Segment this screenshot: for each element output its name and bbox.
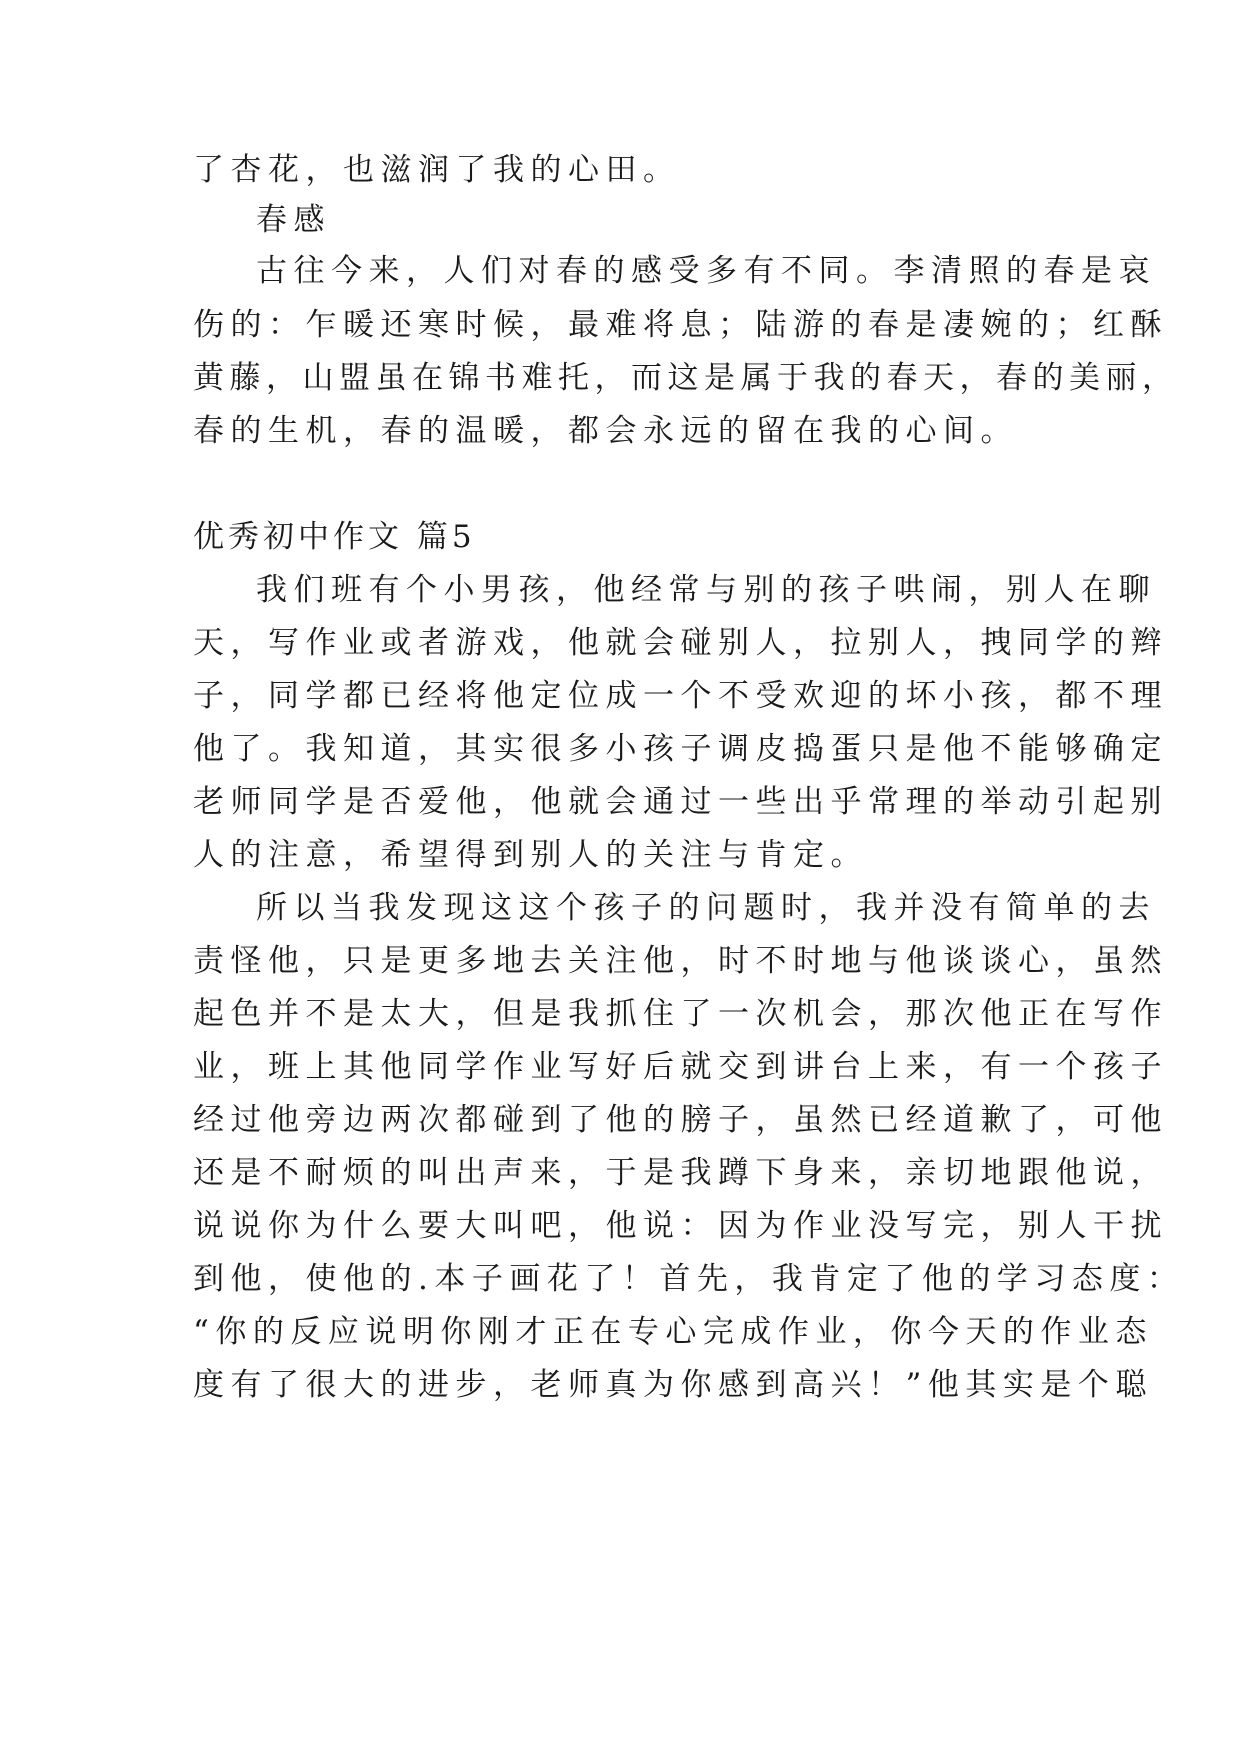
text-line: 古往今来，人们对春的感受多有不同。李清照的春是哀 xyxy=(256,253,1156,289)
text-line: 业，班上其他同学作业写好后就交到讲台上来，有一个孩子 xyxy=(193,1049,1168,1085)
text-line: 天，写作业或者游戏，他就会碰别人，拉别人，拽同学的辫 xyxy=(193,625,1168,661)
text-line: 了杏花，也滋润了我的心田。 xyxy=(193,152,681,188)
text-line: “你的反应说明你刚才正在专心完成作业，你今天的作业态 xyxy=(193,1314,1153,1350)
text-line: 说说你为什么要大叫吧，他说：因为作业没写完，别人干扰 xyxy=(193,1208,1168,1244)
text-line: 黄藤，山盟虽在锦书难托，而这是属于我的春天，春的美丽， xyxy=(193,360,1179,396)
text-line: 伤的：乍暖还寒时候，最难将息；陆游的春是凄婉的；红酥 xyxy=(193,307,1168,343)
text-line: 他了。我知道，其实很多小孩子调皮捣蛋只是他不能够确定 xyxy=(193,731,1168,767)
text-line: 到他，使他的.本子画花了！首先，我肯定了他的学习态度： xyxy=(193,1261,1185,1297)
text-line: 还是不耐烦的叫出声来，于是我蹲下身来，亲切地跟他说， xyxy=(193,1155,1168,1191)
text-line: 所以当我发现这这个孩子的问题时，我并没有简单的去 xyxy=(256,890,1156,926)
text-line: 老师同学是否爱他，他就会通过一些出乎常理的举动引起别 xyxy=(193,784,1168,820)
text-line: 经过他旁边两次都碰到了他的膀子，虽然已经道歉了，可他 xyxy=(193,1102,1168,1138)
text-line: 我们班有个小男孩，他经常与别的孩子哄闹，别人在聊 xyxy=(256,572,1156,608)
text-line: 责怪他，只是更多地去关注他，时不时地与他谈谈心，虽然 xyxy=(193,943,1168,979)
text-line: 春的生机，春的温暖，都会永远的留在我的心间。 xyxy=(193,413,1018,449)
essay-heading: 优秀初中作文 篇5 xyxy=(193,519,476,555)
text-line: 子，同学都已经将他定位成一个不受欢迎的坏小孩，都不理 xyxy=(193,678,1168,714)
text-line: 度有了很大的进步，老师真为你感到高兴！”他其实是个聪 xyxy=(193,1367,1153,1403)
section-title: 春感 xyxy=(256,202,331,238)
text-line: 人的注意，希望得到别人的关注与肯定。 xyxy=(193,837,868,873)
text-line: 起色并不是太大，但是我抓住了一次机会，那次他正在写作 xyxy=(193,996,1168,1032)
